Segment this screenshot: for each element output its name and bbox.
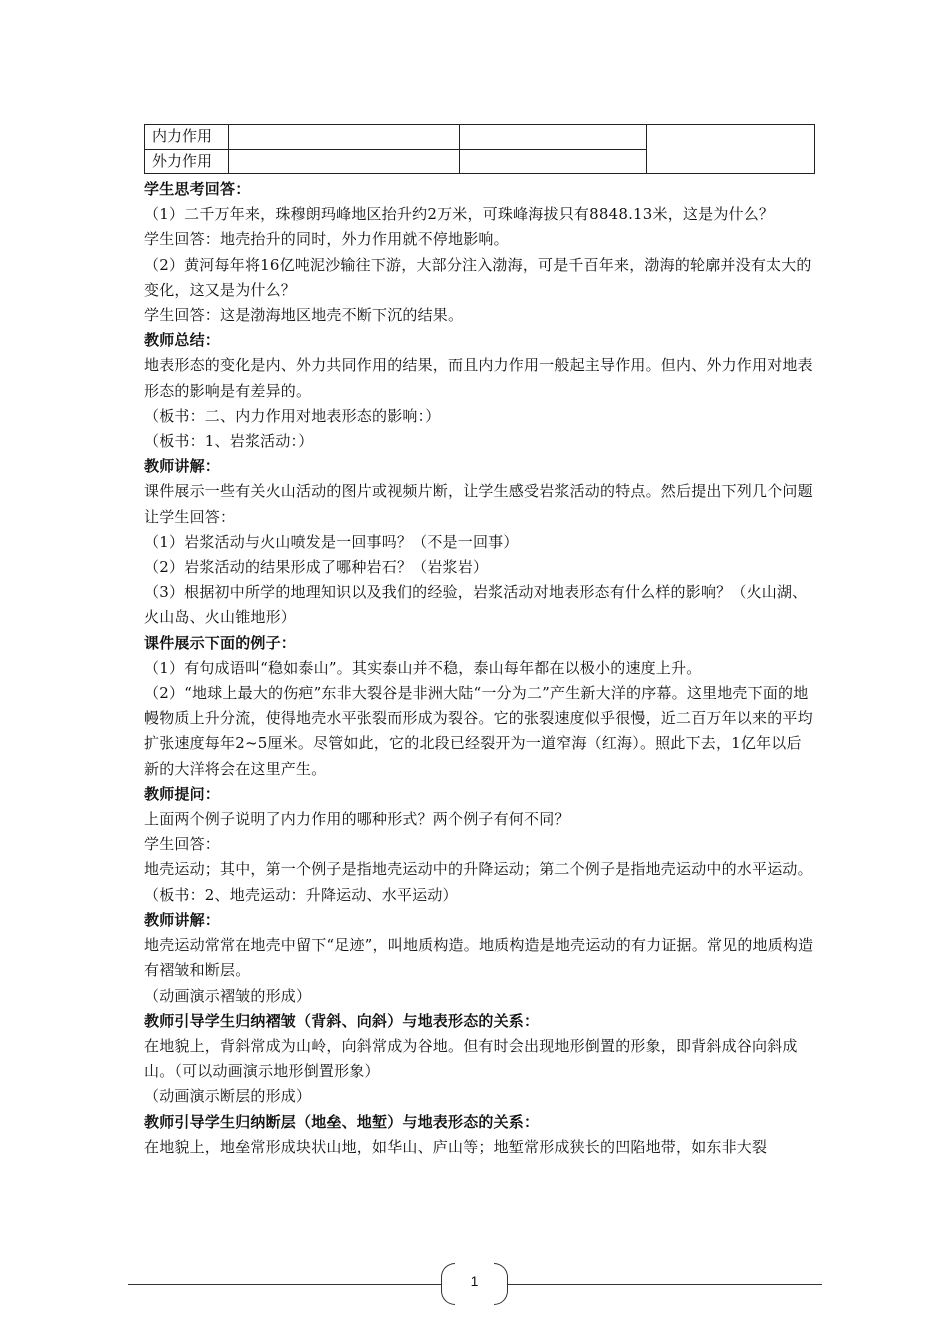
paragraph: 地壳运动常常在地壳中留下“足迹”，叫地质构造。地质构造是地壳运动的有力证据。常见的地质构造有褶皱和断层。 [144, 936, 814, 980]
paragraph: （动画演示褶皱的形成） [144, 986, 312, 1005]
paragraph: （2）岩浆活动的结果形成了哪种岩石？（岩浆岩） [144, 558, 489, 577]
page-footer [128, 1263, 822, 1307]
table-col-divider [459, 124, 460, 174]
paragraph: 在地貌上，背斜常成为山岭，向斜常成为谷地。但有时会出现地形倒置的形象，即背斜成谷向斜成山。（可以动画演示地形倒置形象） [144, 1036, 798, 1081]
paragraph: 在地貌上，地垒常形成块状山地，如华山、庐山等；地堑常形成狭长的凹陷地带，如东非大裂 [144, 1137, 768, 1156]
section-heading: 教师讲解： [144, 910, 221, 929]
footer-rule-left [128, 1284, 441, 1285]
table-col-divider [646, 124, 647, 174]
paragraph: 学生回答：这是渤海地区地壳不断下沉的结果。 [144, 306, 464, 325]
table-border-right [814, 124, 815, 174]
footer-rule-right [508, 1284, 822, 1285]
table-row-label: 内力作用 [152, 127, 213, 145]
right-bracket-icon [494, 1263, 508, 1305]
section-heading: 教师提问： [144, 784, 221, 803]
paragraph: （动画演示断层的形成） [144, 1087, 312, 1106]
left-bracket-icon [441, 1263, 455, 1305]
section-heading: 教师讲解： [144, 457, 221, 476]
section-heading: 学生思考回答： [144, 180, 251, 198]
section-heading: 课件展示下面的例子： [144, 633, 297, 652]
paragraph: 地壳运动；其中，第一个例子是指地壳运动中的升降运动；第二个例子是指地壳运动中的水平运动。 [144, 860, 813, 879]
paragraph: 学生回答：地壳抬升的同时，外力作用就不停地影响。 [144, 230, 509, 249]
section-heading: 教师总结： [144, 331, 221, 350]
section-heading: 教师引导学生归纳断层（地垒、地堑）与地表形态的关系： [144, 1112, 540, 1131]
table-border-top [144, 124, 815, 125]
summary-table [144, 124, 815, 174]
paragraph: （板书：二、内力作用对地表形态的影响：） [144, 406, 441, 425]
paragraph: （1）岩浆活动与火山喷发是一回事吗？（不是一回事） [144, 532, 519, 551]
paragraph: 课件展示一些有关火山活动的图片或视频片断，让学生感受岩浆活动的特点。然后提出下列几个问题让学生回答： [144, 482, 813, 526]
paragraph: （1）二千万年来，珠穆朗玛峰地区抬升约2万米，可珠峰海拔只有8848.13米，这是为什么？ [144, 205, 775, 224]
section-heading: 教师引导学生归纳褶皱（背斜、向斜）与地表形态的关系： [144, 1011, 540, 1030]
paragraph: 上面两个例子说明了内力作用的哪种形式？两个例子有何不同？ [144, 810, 570, 829]
table-border-bottom [144, 173, 815, 174]
paragraph: （板书：1、岩浆活动：） [144, 432, 314, 451]
paragraph: 地表形态的变化是内、外力共同作用的结果，而且内力作用一般起主导作用。但内、外力作用对地表形态的影响是有差异的。 [144, 356, 813, 400]
paragraph: （2）黄河每年将16亿吨泥沙输往下游，大部分注入渤海，可是千百年来，渤海的轮廓并没有太大的变化，这又是为什么？ [144, 255, 812, 299]
paragraph: （2）“地球上最大的伤疤”东非大裂谷是非洲大陆“一分为二”产生新大洋的序幕。这里地壳下面的地幔物质上升分流，使得地壳水平张裂而形成为裂谷。它的张裂速度似乎很慢，近二百万年以来的平均扩张速度每年2~5厘米。尽管如此，它的北段已经裂开为一道窄海（红海）。照此下去，1亿年以后新的大洋将会在这里产生。 [144, 684, 813, 778]
table-col-divider [228, 124, 229, 174]
page-number: 1 [470, 1273, 479, 1289]
table-row-label: 外力作用 [152, 152, 213, 170]
paragraph: （1）有句成语叫“稳如泰山”。其实泰山并不稳，泰山每年都在以极小的速度上升。 [144, 658, 702, 677]
paragraph: （板书：2、地壳运动：升降运动、水平运动） [144, 885, 458, 904]
paragraph: （3）根据初中所学的地理知识以及我们的经验，岩浆活动对地表形态有什么样的影响？（火山湖、火山岛、火山锥地形） [144, 583, 808, 627]
paragraph: 学生回答： [144, 835, 221, 854]
document-body [144, 177, 816, 1160]
